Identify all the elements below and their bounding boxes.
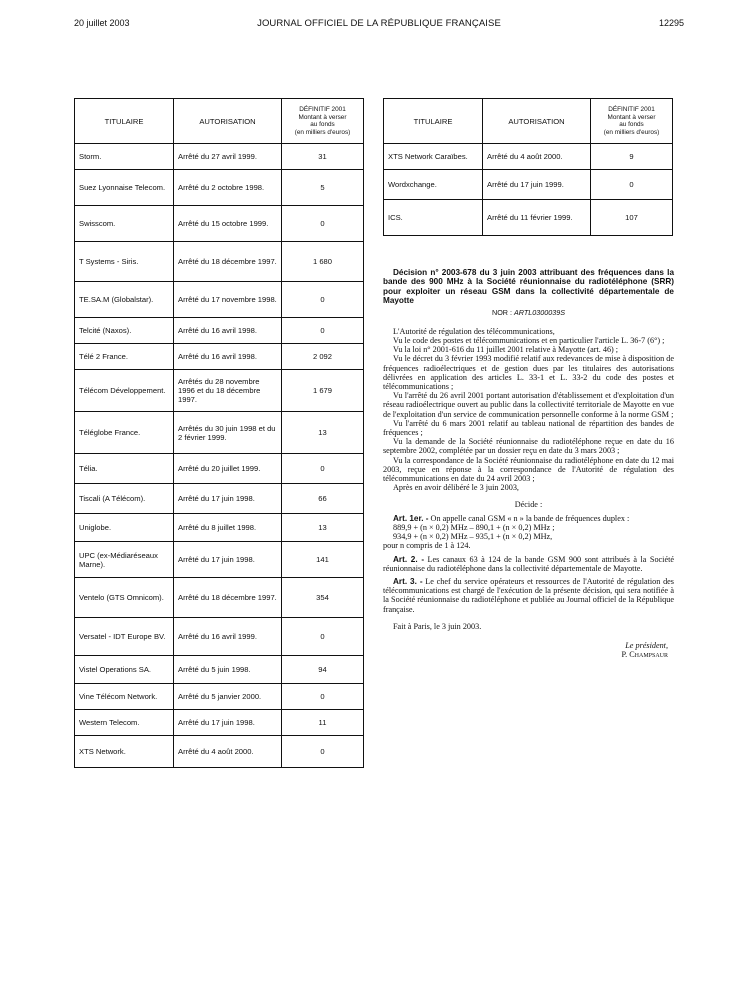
preamble-paragraph: Vu le décret du 3 février 1993 modifié relatif aux redevances de mise à disposition de fréquences radioélectriques et de gestion dues par les titulaires des autorisations délivrées en application des articles L. 33-1 et L. 33-2 du code des postes et télécommunications ; — [383, 354, 674, 392]
titulaire-cell: Western Telecom. — [75, 710, 174, 736]
decision-article — [383, 268, 674, 659]
titulaire-cell: XTS Network. — [75, 736, 174, 768]
autorisation-cell: Arrêté du 4 août 2000. — [174, 736, 282, 768]
autorisation-cell: Arrêté du 16 avril 1999. — [174, 618, 282, 656]
montant-cell: 11 — [282, 710, 364, 736]
autorisation-cell: Arrêté du 16 avril 1998. — [174, 344, 282, 370]
autorisation-cell: Arrêtés du 30 juin 1998 et du 2 février 1999. — [174, 412, 282, 454]
titulaire-cell: Tiscali (A Télécom). — [75, 484, 174, 514]
right-table-body — [384, 144, 673, 236]
autorisation-cell: Arrêté du 27 avril 1999. — [174, 144, 282, 170]
montant-cell: 354 — [282, 578, 364, 618]
titulaire-cell: Télé 2 France. — [75, 344, 174, 370]
header-date: 20 juillet 2003 — [74, 18, 130, 28]
titulaire-cell: Wordxchange. — [384, 170, 483, 200]
formula-line-2: 934,9 + (n × 0,2) MHz – 935,1 + (n × 0,2) MHz, — [393, 532, 553, 542]
titulaire-cell: Vistel Operations SA. — [75, 656, 174, 684]
nor-reference: NOR : ARTL0300039S — [492, 307, 565, 317]
montant-cell: 0 — [282, 454, 364, 484]
table-row — [75, 170, 364, 206]
header-journal-title: JOURNAL OFFICIEL DE LA RÉPUBLIQUE FRANÇAISE — [257, 18, 501, 29]
titulaire-cell: Swisscom. — [75, 206, 174, 242]
preamble-paragraph: Après en avoir délibéré le 3 juin 2003, — [393, 483, 519, 493]
autorisation-cell: Arrêté du 17 juin 1998. — [174, 542, 282, 578]
right-funds-table — [383, 98, 673, 236]
montant-cell: 0 — [282, 736, 364, 768]
autorisation-cell: Arrêté du 8 juillet 1998. — [174, 514, 282, 542]
table-row — [75, 370, 364, 412]
signatory-name: P. Champsaur — [621, 650, 668, 660]
montant-cell: 1 679 — [282, 370, 364, 412]
header-page-number: 12295 — [658, 18, 684, 28]
autorisation-cell: Arrêté du 2 octobre 1998. — [174, 170, 282, 206]
preamble-paragraph: L'Autorité de régulation des télécommunications, — [393, 326, 555, 336]
col-header-autorisation: AUTORISATION — [174, 99, 282, 144]
left-table-body — [75, 144, 364, 768]
autorisation-cell: Arrêté du 17 novembre 1998. — [174, 282, 282, 318]
preamble-paragraph: Vu l'arrêté du 26 avril 2001 portant autorisation d'établissement et d'exploitation d'un réseau radioélectrique ouvert au public dans la collectivité territoriale de Mayotte en vue de l'exploitation d'un service de communication personnelle conforme à la norme GSM ; — [383, 391, 674, 419]
table-row — [384, 144, 673, 170]
table-row — [75, 736, 364, 768]
titulaire-cell: Télécom Développement. — [75, 370, 174, 412]
titulaire-cell: Versatel - IDT Europe BV. — [75, 618, 174, 656]
autorisation-cell: Arrêtés du 28 novembre 1996 et du 18 décembre 1997. — [174, 370, 282, 412]
signature-date: Fait à Paris, le 3 juin 2003. — [393, 621, 482, 631]
autorisation-cell: Arrêté du 17 juin 1998. — [174, 484, 282, 514]
titulaire-cell: Uniglobe. — [75, 514, 174, 542]
table-row — [75, 484, 364, 514]
table-row — [75, 206, 364, 242]
article-2: Art. 2. - Les canaux 63 à 124 de la bande GSM 900 sont attribués à la Société réunionnaise du radiotéléphone dans la collectivité départementale de Mayotte. — [383, 554, 674, 573]
autorisation-cell: Arrêté du 17 juin 1999. — [483, 170, 591, 200]
montant-cell: 0 — [282, 206, 364, 242]
montant-cell: 66 — [282, 484, 364, 514]
col-header-autorisation: AUTORISATION — [483, 99, 591, 144]
autorisation-cell: Arrêté du 18 décembre 1997. — [174, 242, 282, 282]
table-row — [75, 282, 364, 318]
montant-cell: 9 — [591, 144, 673, 170]
table-header-row — [75, 99, 364, 144]
preamble-paragraph: Vu la demande de la Société réunionnaise du radiotéléphone reçue en date du 16 septembre 2002, complétée par un dossier reçu en date du 3 mars 2003 ; — [383, 437, 674, 456]
preamble-paragraph: Vu le code des postes et télécommunications et en particulier l'article L. 36-7 (6°) ; — [393, 336, 665, 346]
article-1: Art. 1er. - On appelle canal GSM « n » la bande de fréquences duplex : — [393, 513, 630, 523]
montant-cell: 31 — [282, 144, 364, 170]
decide-heading: Décide : — [514, 500, 543, 510]
table-row — [384, 170, 673, 200]
decision-title: Décision n° 2003-678 du 3 juin 2003 attribuant des fréquences dans la bande des 900 MHz à la Société réunionnaise du radiotéléphone (SRR) pour exploiter un réseau GSM dans la collectivité départementale de Mayotte — [383, 268, 674, 306]
table-row — [384, 200, 673, 236]
titulaire-cell: Storm. — [75, 144, 174, 170]
montant-cell: 0 — [282, 282, 364, 318]
table-row — [75, 454, 364, 484]
titulaire-cell: XTS Network Caraïbes. — [384, 144, 483, 170]
col-header-definitif: DÉFINITIF 2001 Montant à verser au fonds (en milliers d'euros) — [591, 99, 673, 144]
titulaire-cell: Téléglobe France. — [75, 412, 174, 454]
montant-cell: 13 — [282, 412, 364, 454]
table-row — [75, 412, 364, 454]
titulaire-cell: Telcité (Naxos). — [75, 318, 174, 344]
table-row — [75, 144, 364, 170]
autorisation-cell: Arrêté du 5 janvier 2000. — [174, 684, 282, 710]
titulaire-cell: UPC (ex-Médiaréseaux Marne). — [75, 542, 174, 578]
preamble-paragraph: Vu la loi n° 2001-616 du 11 juillet 2001 relative à Mayotte (art. 46) ; — [393, 345, 619, 355]
signatory-role: Le président, — [625, 640, 668, 650]
table-row — [75, 318, 364, 344]
formula-line-1: 889,9 + (n × 0,2) MHz – 890,1 + (n × 0,2) MHz ; — [393, 522, 555, 532]
titulaire-cell: TE.SA.M (Globalstar). — [75, 282, 174, 318]
titulaire-cell: Ventelo (GTS Omnicom). — [75, 578, 174, 618]
col-header-definitif: DÉFINITIF 2001 Montant à verser au fonds (en milliers d'euros) — [282, 99, 364, 144]
montant-cell: 107 — [591, 200, 673, 236]
preamble-paragraph: Vu l'arrêté du 6 mars 2001 relatif au tableau national de répartition des bandes de fréquences ; — [383, 418, 674, 438]
montant-cell: 94 — [282, 656, 364, 684]
table-row — [75, 618, 364, 656]
autorisation-cell: Arrêté du 15 octobre 1999. — [174, 206, 282, 242]
table-row — [75, 684, 364, 710]
page-header — [74, 14, 684, 30]
autorisation-cell: Arrêté du 4 août 2000. — [483, 144, 591, 170]
montant-cell: 2 092 — [282, 344, 364, 370]
table-header-row — [384, 99, 673, 144]
autorisation-cell: Arrêté du 17 juin 1998. — [174, 710, 282, 736]
titulaire-cell: Vine Télécom Network. — [75, 684, 174, 710]
autorisation-cell: Arrêté du 20 juillet 1999. — [174, 454, 282, 484]
col-header-titulaire: TITULAIRE — [384, 99, 483, 144]
table-row — [75, 710, 364, 736]
article-3: Art. 3. - Le chef du service opérateurs et ressources de l'Autorité de régulation des télécommunications est chargé de l'exécution de la présente décision, qui sera notifiée à la Société réunionnaise du radiotéléphone et publiée au Journal officiel de la République française. — [383, 576, 674, 614]
titulaire-cell: Télia. — [75, 454, 174, 484]
formula-line-3: pour n compris de 1 à 124. — [383, 541, 471, 551]
table-row — [75, 242, 364, 282]
table-row — [75, 344, 364, 370]
table-row — [75, 578, 364, 618]
montant-cell: 0 — [282, 684, 364, 710]
titulaire-cell: ICS. — [384, 200, 483, 236]
montant-cell: 141 — [282, 542, 364, 578]
decision-preamble — [383, 327, 674, 493]
montant-cell: 1 680 — [282, 242, 364, 282]
table-row — [75, 656, 364, 684]
preamble-paragraph: Vu la correspondance de la Société réunionnaise du radiotéléphone en date du 12 mai 2003, reçue en réponse à la correspondance de l'Autorité de régulation des télécommunications en date du 24 avril 2003 ; — [383, 455, 674, 484]
autorisation-cell: Arrêté du 5 juin 1998. — [174, 656, 282, 684]
montant-cell: 5 — [282, 170, 364, 206]
col-header-titulaire: TITULAIRE — [75, 99, 174, 144]
left-funds-table — [74, 98, 364, 768]
autorisation-cell: Arrêté du 16 avril 1998. — [174, 318, 282, 344]
table-row — [75, 542, 364, 578]
titulaire-cell: Suez Lyonnaise Telecom. — [75, 170, 174, 206]
table-row — [75, 514, 364, 542]
titulaire-cell: T Systems - Siris. — [75, 242, 174, 282]
montant-cell: 0 — [591, 170, 673, 200]
autorisation-cell: Arrêté du 11 février 1999. — [483, 200, 591, 236]
montant-cell: 0 — [282, 318, 364, 344]
autorisation-cell: Arrêté du 18 décembre 1997. — [174, 578, 282, 618]
montant-cell: 13 — [282, 514, 364, 542]
montant-cell: 0 — [282, 618, 364, 656]
